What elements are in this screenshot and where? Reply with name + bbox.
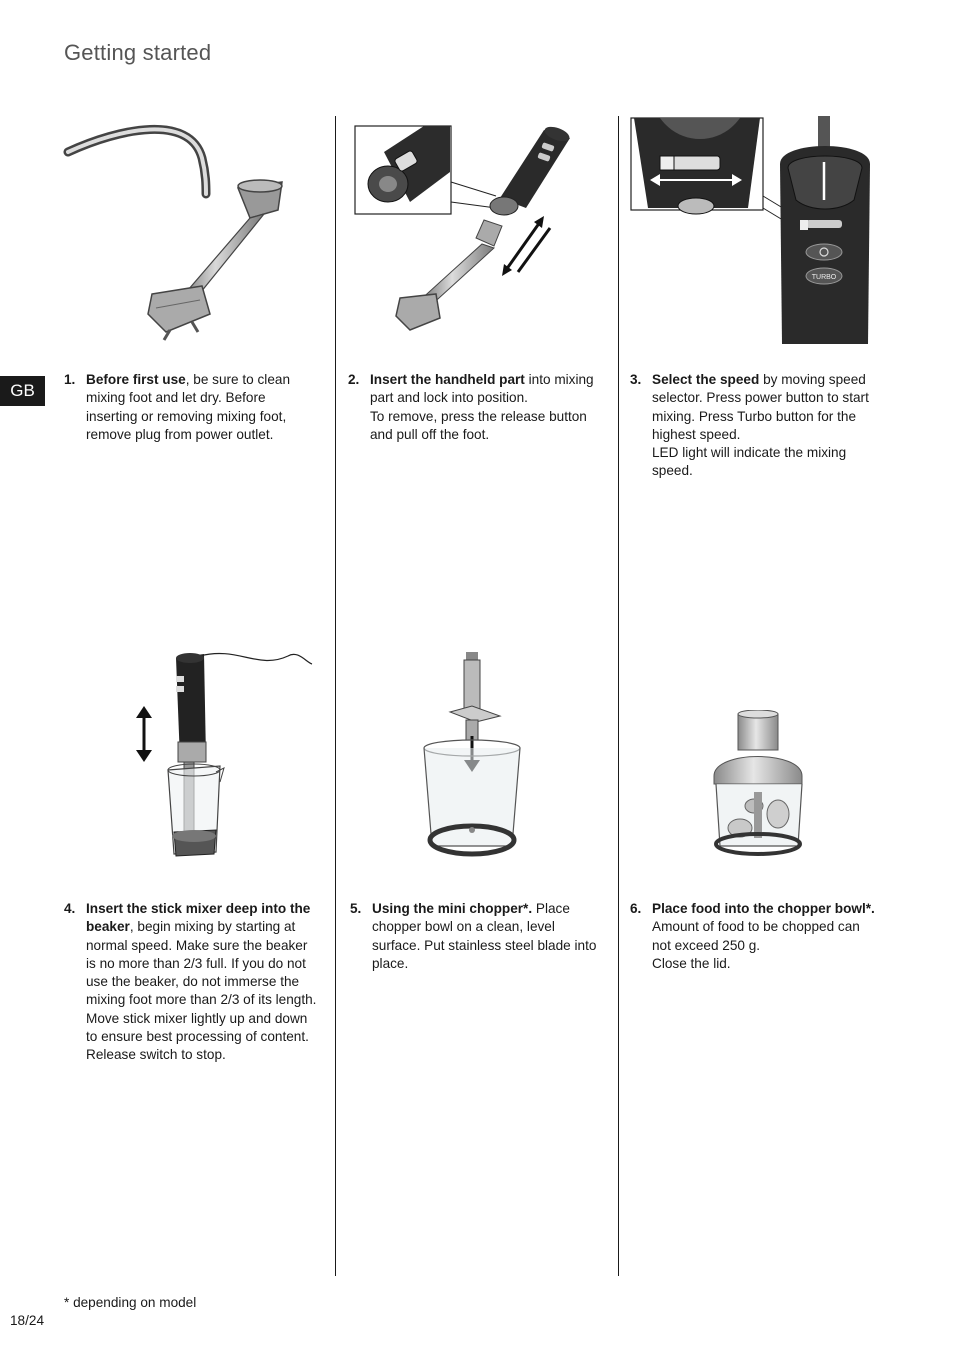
step-text: by moving speed selector. Press power button to start mixing. Press Turbo button for the highest speed. (652, 372, 869, 442)
turbo-label: TURBO (811, 274, 837, 281)
step-text: Place chopper bowl on a clean, level surface. Put stainless steel blade into place. (372, 901, 597, 971)
page-number: 18/24 (10, 1313, 45, 1328)
step-number: 6. (630, 901, 642, 916)
step-lead: Insert the handheld part (370, 372, 525, 387)
step-number: 2. (348, 372, 360, 387)
step-text-extra: Close the lid. (652, 955, 731, 971)
step-lead: Using the mini chopper*. (372, 901, 533, 916)
step-text-extra: Amount of food to be chopped can not exceed 250 g. (652, 919, 860, 953)
illustration-closed-chopper (710, 710, 810, 858)
step-lead: Insert the stick mixer deep into the beaker (86, 901, 311, 935)
step-text-extra: To remove, press the release button and pull off the foot. (370, 408, 587, 442)
step-lead: Place food into the chopper bowl*. (652, 901, 875, 916)
illustration-attach-handle (354, 122, 584, 336)
column-divider (335, 116, 336, 1276)
page-title: Getting started (64, 40, 212, 65)
step-text: into mixing part and lock into position. (370, 372, 594, 406)
footnote: * depending on model (64, 1295, 197, 1310)
step-number: 3. (630, 372, 642, 387)
illustration-mixing-foot (60, 118, 300, 344)
step-number: 1. (64, 372, 76, 387)
step-text: , be sure to clean mixing foot and let dry. Before inserting or removing mixing foot, remove plug from power outlet. (86, 372, 291, 442)
step-number: 4. (64, 901, 76, 916)
step-text: , begin mixing by starting at normal speed. Make sure the beaker is no more than 2/3 full. If you do not use the beaker, do not immerse the mixing foot more than 2/3 of its length. Move stick mixer lightly up and down to ensure best processing of content. Release switch to stop. (86, 919, 317, 1063)
illustration-speed-selector (630, 116, 880, 344)
step-lead: Select the speed (652, 372, 760, 387)
step-text-extra: LED light will indicate the mixing speed. (652, 445, 847, 479)
language-tab: GB (0, 376, 45, 406)
illustration-mixer-in-beaker (128, 642, 318, 864)
step-lead: Before first use (86, 372, 186, 387)
illustration-chopper-blade (420, 650, 530, 860)
step-number: 5. (350, 901, 362, 916)
column-divider (618, 116, 619, 1276)
